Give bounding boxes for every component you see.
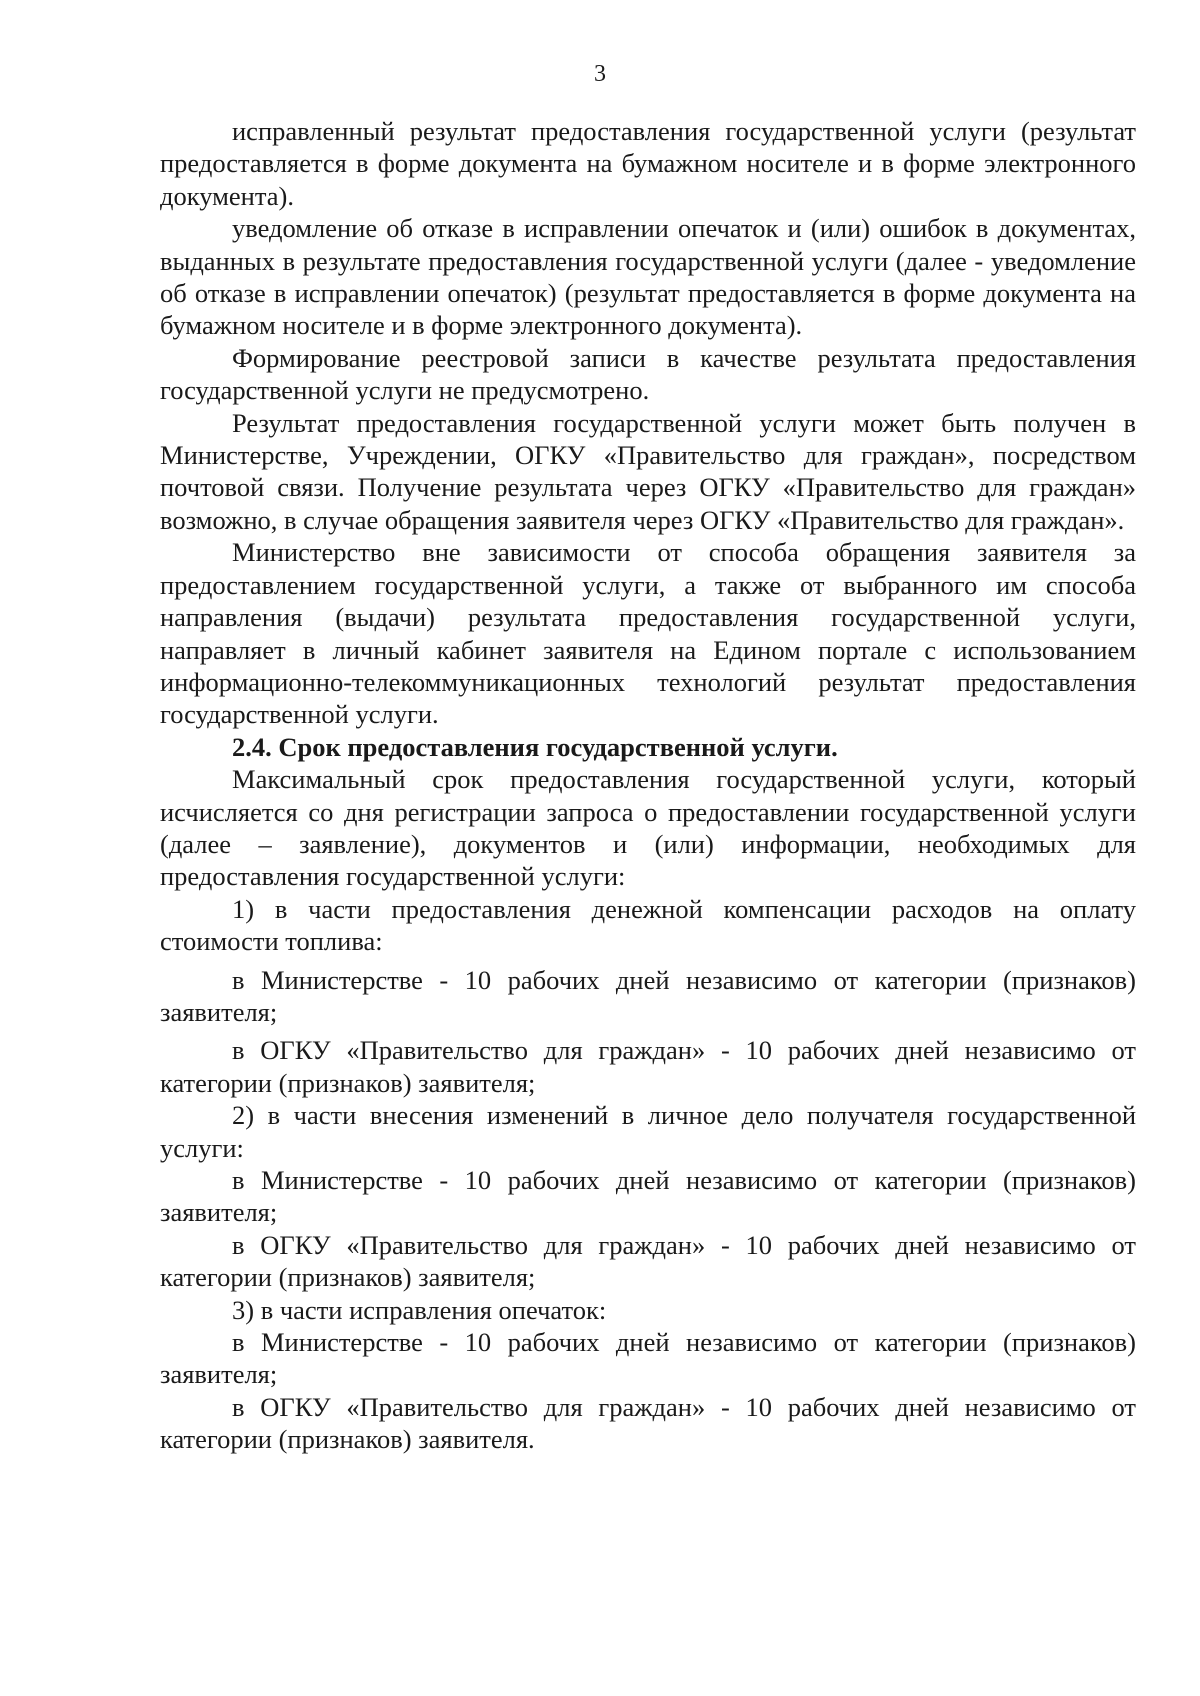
list-item-2-ministry: в Министерстве - 10 рабочих дней независимо от категории (признаков) заявителя; (160, 1165, 1136, 1228)
page-number: 3 (594, 61, 606, 87)
document-body (160, 115, 1136, 1456)
paragraph-refusal-notice: уведомление об отказе в исправлении опечаток и (или) ошибок в документах, выданных в результате предоставления государственной услуги (далее - уведомление об отказе в исправлении опечаток) (результат предоставляется в форме документа на бумажном носителе и в форме электронного документа). (160, 213, 1136, 341)
list-item-2-ogku: в ОГКУ «Правительство для граждан» - 10 рабочих дней независимо от категории (признаков) заявителя; (160, 1229, 1136, 1293)
paragraph-max-term: Максимальный срок предоставления государственной услуги, который исчисляется со дня регистрации запроса о предоставлении государственной услуги (далее – заявление), документов и (или) информации, необходимых для предоставления государственной услуги: (160, 764, 1136, 892)
list-item-1-ministry: в Министерстве - 10 рабочих дней независимо от категории (признаков) заявителя; (160, 964, 1136, 1027)
list-item-3-ogku: в ОГКУ «Правительство для граждан» - 10 рабочих дней независимо от категории (признаков) заявителя. (160, 1391, 1136, 1455)
paragraph-result-receipt: Результат предоставления государственной услуги может быть получен в Министерстве, Учреждении, ОГКУ «Правительство для граждан», посредством почтовой связи. Получение результата через ОГКУ «Правительство для граждан» возможно, в случае обращения заявителя через ОГКУ «Правительство для граждан». (160, 407, 1136, 535)
list-item-2: 2) в части внесения изменений в личное дело получателя государственной услуги: (160, 1100, 1136, 1163)
section-heading-2-4: 2.4. Срок предоставления государственной услуги. (232, 731, 838, 762)
paragraph-registry-record: Формирование реестровой записи в качестве результата предоставления государственной услуги не предусмотрено. (160, 342, 1136, 406)
list-item-3-ministry: в Министерстве - 10 рабочих дней независимо от категории (признаков) заявителя; (160, 1327, 1136, 1390)
list-item-3: 3) в части исправления опечаток: (232, 1294, 607, 1325)
list-item-1: 1) в части предоставления денежной компенсации расходов на оплату стоимости топлива: (160, 893, 1136, 957)
paragraph-ministry-portal: Министерство вне зависимости от способа обращения заявителя за предоставлением государственной услуги, а также от выбранного им способа направления (выдачи) результата предоставления государственной услуги, направляет в личный кабинет заявителя на Едином портале с использованием информационно-телекоммуникационных технологий результат предоставления государственной услуги. (160, 537, 1136, 730)
list-item-1-ogku: в ОГКУ «Правительство для граждан» - 10 рабочих дней независимо от категории (признаков) заявителя; (160, 1035, 1136, 1098)
paragraph-corrected-result: исправленный результат предоставления государственной услуги (результат предоставляется в форме документа на бумажном носителе и в форме электронного документа). (160, 116, 1136, 211)
